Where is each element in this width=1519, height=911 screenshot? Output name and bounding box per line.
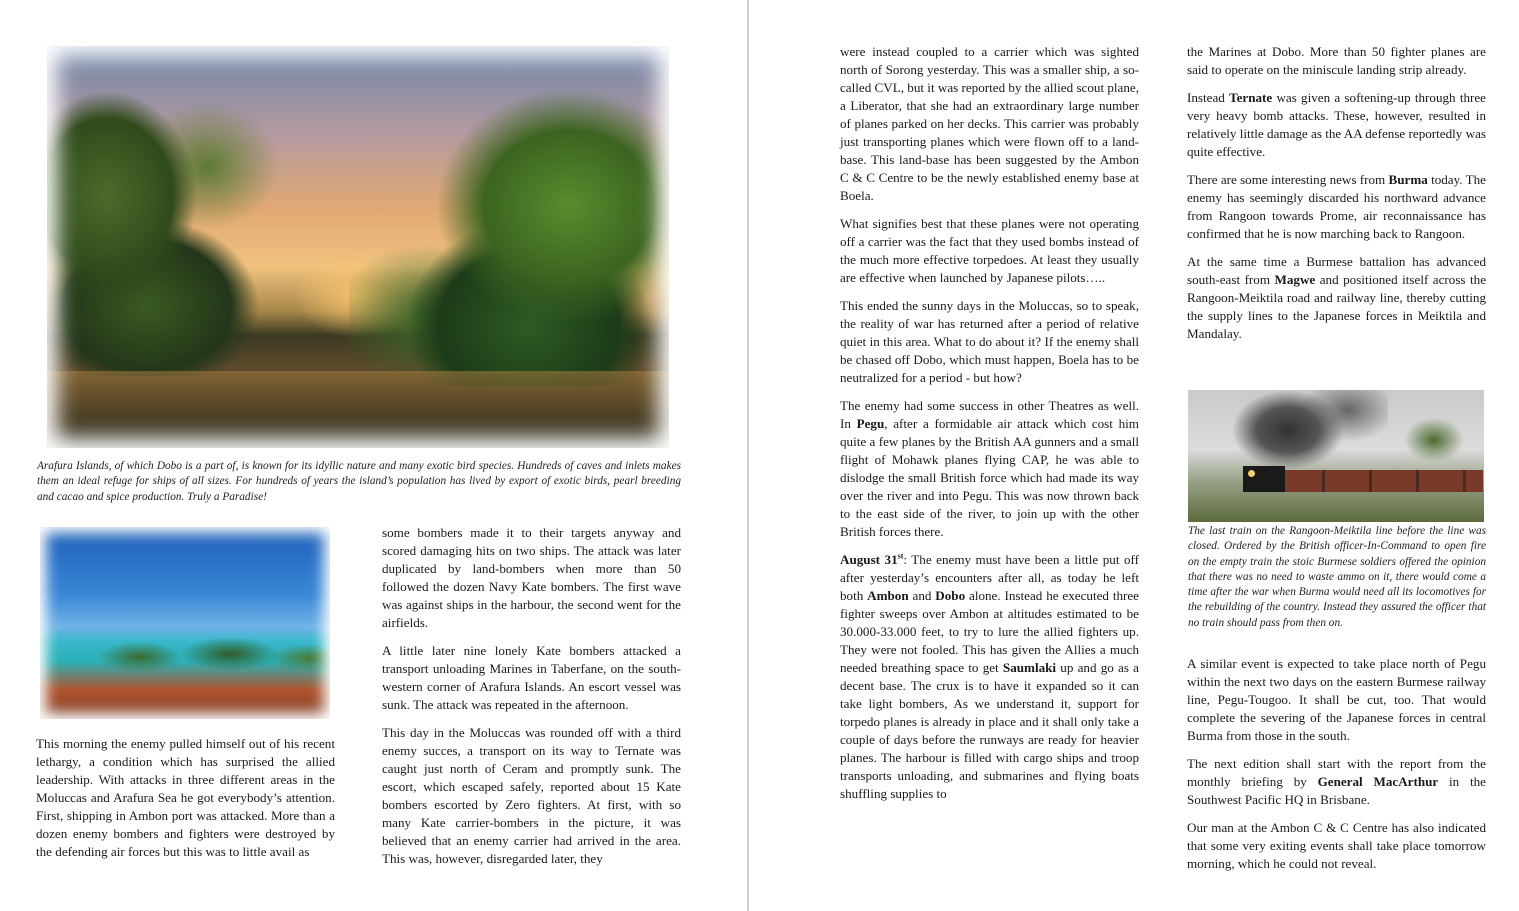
photo-edge-fade (47, 46, 669, 448)
person-name-bold: General MacArthur (1317, 774, 1439, 789)
page-divider (747, 0, 749, 911)
text-run: and (908, 588, 936, 603)
paragraph (1187, 89, 1486, 161)
paragraph (1187, 755, 1486, 809)
text-run: There are some interesting news from (1187, 172, 1389, 187)
photo-edge-fade (40, 527, 330, 719)
paragraph (1187, 253, 1486, 343)
text-run: in the Southwest Pacific HQ in Brisbane. (1187, 774, 1486, 807)
text-run: and positioned itself across the Rangoon-Meiktila road and railway line, thereby cutting the supply lines to the Japanese forces in Meiktila and Mandalay. (1187, 272, 1487, 341)
paragraph: A similar event is expected to take place north of Pegu within the next two days on the eastern Burmese railway line, Pegu-Tougoo. It shall be cut, too. That would complete the severing of the Japanese forces in central Burma from those in the south. (1187, 656, 1486, 743)
place-name-bold: Ambon (867, 588, 909, 603)
paragraph (840, 397, 1139, 541)
text-run: alone. Instead he executed three fighter sweeps over Ambon at altitudes estimated to be 30.000-33.000 feet, to try to lure the allied fighters up. They were not fooled. This has given the Allies a much needed breathing space to get (840, 588, 1139, 675)
locomotive-lamp (1248, 470, 1255, 477)
place-name-bold: Dobo (935, 588, 966, 603)
left-column-2 (382, 524, 681, 878)
place-name-bold: Saumlaki (1002, 660, 1057, 675)
right-column-2-bottom (1187, 655, 1486, 883)
date-ordinal: st (897, 551, 904, 561)
text-run: up and go as a decent base. The crux is to have it expanded so it can take light bombers, As we understand it, support for torpedo planes is already in place and it shall only take a couple of days before the runways are ready for heavier planes. The harbour is filled with cargo ships and troop transports unloading, and submarines and flying boats shuffling supplies to (840, 660, 1139, 801)
place-name-bold: Magwe (1274, 272, 1316, 287)
text-run: : The enemy must have been a little put off after yesterday’s encounters after all, as today he left both (840, 552, 1139, 603)
coast-photo (40, 527, 330, 719)
text-run: The enemy had some success in other Theatres as well. In (840, 398, 1139, 431)
text-run: , after a formidable air attack which cost him quite a few planes by the British AA gunners and a small flight of Mohawk planes flying CAP, he was able to dislodge the small British force which had made its way over the river and into Pegu. This was now thrown back to the east side of the river, to join up with the other British forces there. (840, 416, 1139, 539)
paragraph: A little later nine lonely Kate bombers attacked a transport unloading Marines in Taberfane, on the south-western corner of Arafura Islands. An escort vessel was sunk. The attack was repeated in the afternoon. (382, 643, 681, 712)
river-photo-caption: Arafura Islands, of which Dobo is a part of, is known for its idyllic nature and many exotic bird species. Hundreds of caves and inlets makes them an ideal refuge for ships of all sizes. For hundreds of years the island’s population has lived by export of exotic birds, pearl breeding and cacao and spice production. Truly a Paradise! (37, 460, 681, 503)
river-photo (47, 46, 669, 448)
paragraph: What signifies best that these planes were not operating off a carrier was the fact that they used bombs instead of the much more effective torpedoes. At least they usually are effective when launched by Japanese pilots….. (840, 216, 1139, 285)
paragraph: some bombers made it to their targets anyway and scored damaging hits on two ships. The attack was later duplicated by land-bombers when more than 50 followed the dozen Navy Kate bombers. The first wave was against ships in the harbour, the second went for the airfields. (382, 525, 681, 630)
place-name-bold: Burma (1388, 172, 1428, 187)
paragraph: This day in the Moluccas was rounded off with a third enemy succes, a transport on its way to Ternate was caught just north of Ceram and promptly sunk. The escort, which escaped safely, reported about 15 Kate bombers escorted by Zero fighters. At first, with so many Kate carrier-bombers in the picture, it was believed that an enemy carrier had arrived in the area. This was, however, disregarded later, they (382, 725, 681, 866)
train-wagons (1278, 470, 1483, 492)
date-heading: August 31 (840, 552, 898, 567)
place-name-bold: Pegu (856, 416, 885, 431)
left-column-1 (36, 735, 335, 871)
paragraph (840, 551, 1139, 803)
train-photo (1188, 390, 1484, 522)
paragraph: the Marines at Dobo. More than 50 fighter planes are said to operate on the miniscule landing strip already. (1187, 44, 1486, 77)
text-run: today. The enemy has seemingly discarded his northward advance from Rangoon towards Prome, air reconnaissance has confirmed that he is now marching back to Rangoon. (1187, 172, 1486, 241)
paragraph: Our man at the Ambon C & C Centre has also indicated that some very exiting events shall take place tomorrow morning, which he could not reveal. (1187, 820, 1486, 871)
text-run: was given a softening-up through three very heavy bomb attacks. These, however, resulted in relatively little damage as the AA defense reportedly was quite effective. (1187, 90, 1486, 159)
place-name-bold: Ternate (1229, 90, 1273, 105)
text-run: The next edition shall start with the report from the monthly briefing by (1187, 756, 1486, 789)
paragraph (1187, 171, 1486, 243)
paragraph: This morning the enemy pulled himself out of his recent lethargy, a condition which has surprised the allied leadership. With attacks in three different areas in the Moluccas and Arafura Sea he got everybody’s attention. First, shipping in Ambon port was attacked. More than a dozen enemy bombers and fighters were destroyed by the defending air forces but this was to little avail as (36, 736, 335, 859)
text-run: At the same time a Burmese battalion has advanced south-east from (1187, 254, 1486, 287)
right-column-1 (840, 43, 1139, 813)
right-column-2-top (1187, 43, 1486, 353)
paragraph: This ended the sunny days in the Moluccas, so to speak, the reality of war has returned after a period of relative quiet in this area. What to do about it? If the enemy shall be chased off Dobo, which must happen, Boela has to be neutralized for a period - but how? (840, 298, 1139, 385)
text-run: Instead (1187, 90, 1230, 105)
train-photo-caption: The last train on the Rangoon-Meiktila line before the line was closed. Ordered by the British officer-In-Command to open fire on the empty train the stoic Burmese soldiers offered the opinion that there was no need to waste ammo on it, there would come a time after the war when Burma would need all its locomotives for the rebuilding of the country. Instead they assured the officer that no train should pass from then on. (1188, 525, 1486, 629)
paragraph: were instead coupled to a carrier which was sighted north of Sorong yesterday. This was a smaller ship, a so-called CVL, but it was reported by the allied scout plane, a Liberator, that she had an extraordinary large number of planes parked on her decks. This carrier was probably just transporting planes which were flown off to a land-base. This land-base has been suggested by the Ambon C & C Centre to be the newly established enemy base at Boela. (840, 44, 1139, 203)
